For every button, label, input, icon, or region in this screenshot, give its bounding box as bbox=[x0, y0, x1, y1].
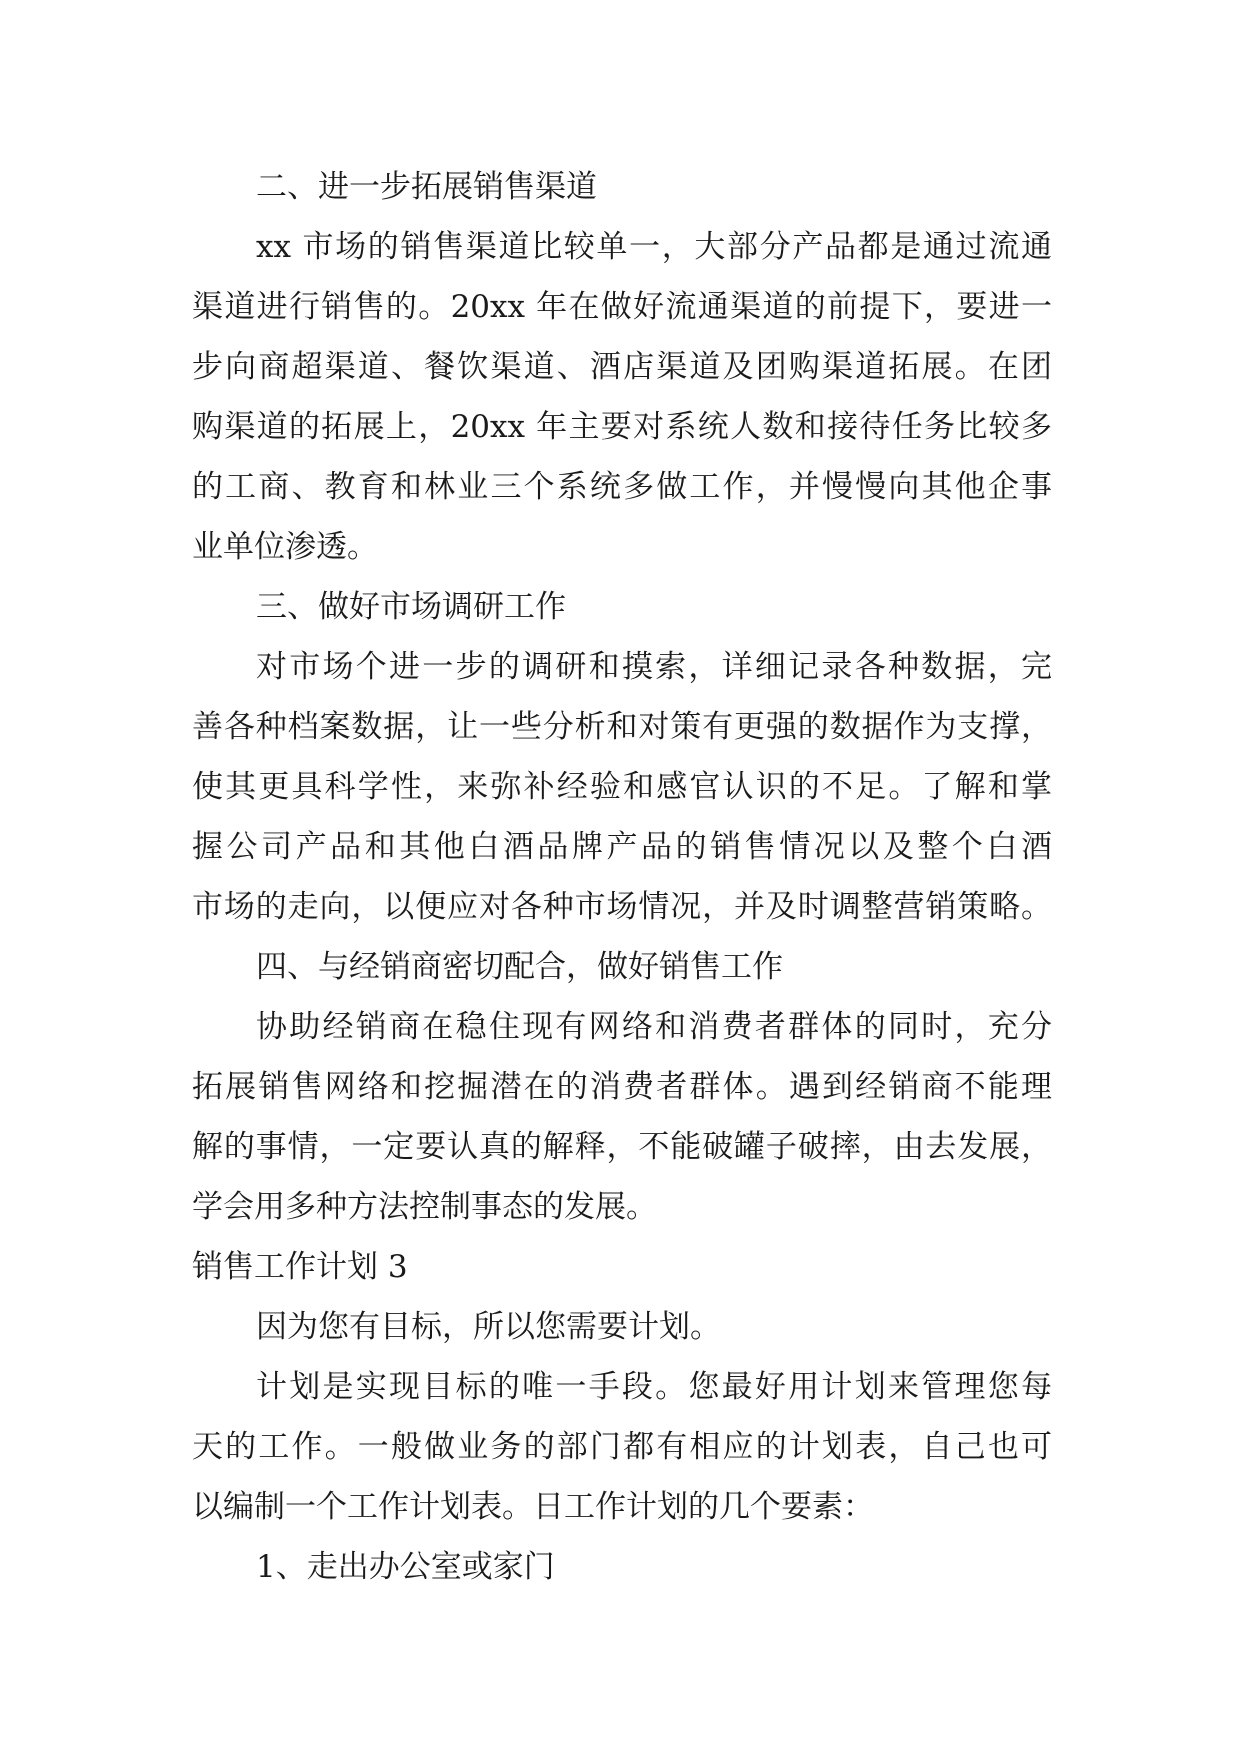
paragraph-line: 市场的走向，以便应对各种市场情况，并及时调整营销策略。 bbox=[192, 889, 1052, 925]
paragraph-line: 使其更具科学性，来弥补经验和感官认识的不足。了解和掌 bbox=[192, 769, 1052, 805]
paragraph-line: 对市场个进一步的调研和摸索，详细记录各种数据，完 bbox=[256, 649, 1052, 685]
paragraph-line: 握公司产品和其他白酒品牌产品的销售情况以及整个白酒 bbox=[192, 829, 1052, 865]
paragraph-line: 学会用多种方法控制事态的发展。 bbox=[192, 1189, 657, 1225]
paragraph-line: xx 市场的销售渠道比较单一，大部分产品都是通过流通 bbox=[256, 229, 1052, 265]
heading-dealer-cooperation: 四、与经销商密切配合，做好销售工作 bbox=[256, 949, 783, 985]
paragraph-line: 步向商超渠道、餐饮渠道、酒店渠道及团购渠道拓展。在团 bbox=[192, 349, 1052, 385]
heading-market-research: 三、做好市场调研工作 bbox=[256, 589, 566, 625]
paragraph-line: 因为您有目标，所以您需要计划。 bbox=[256, 1309, 721, 1345]
paragraph-line: 善各种档案数据，让一些分析和对策有更强的数据作为支撑， bbox=[192, 709, 1052, 745]
paragraph-line: 业单位渗透。 bbox=[192, 529, 378, 565]
paragraph-line: 拓展销售网络和挖掘潜在的消费者群体。遇到经销商不能理 bbox=[192, 1069, 1052, 1105]
paragraph-line: 协助经销商在稳住现有网络和消费者群体的同时，充分 bbox=[256, 1009, 1052, 1045]
paragraph-line: 解的事情，一定要认真的解释，不能破罐子破摔，由去发展， bbox=[192, 1129, 1052, 1165]
paragraph-line: 购渠道的拓展上，20xx 年主要对系统人数和接待任务比较多 bbox=[192, 409, 1052, 445]
heading-expand-channels: 二、进一步拓展销售渠道 bbox=[256, 169, 597, 205]
paragraph-line: 渠道进行销售的。20xx 年在做好流通渠道的前提下，要进一 bbox=[192, 289, 1052, 325]
paragraph-line: 天的工作。一般做业务的部门都有相应的计划表，自己也可 bbox=[192, 1429, 1052, 1465]
paragraph-line: 以编制一个工作计划表。日工作计划的几个要素： bbox=[192, 1489, 874, 1525]
paragraph-line: 计划是实现目标的唯一手段。您最好用计划来管理您每 bbox=[256, 1369, 1052, 1405]
list-item: 1、走出办公室或家门 bbox=[256, 1549, 555, 1585]
section-title: 销售工作计划 3 bbox=[192, 1249, 408, 1285]
paragraph-line: 的工商、教育和林业三个系统多做工作，并慢慢向其他企事 bbox=[192, 469, 1052, 505]
